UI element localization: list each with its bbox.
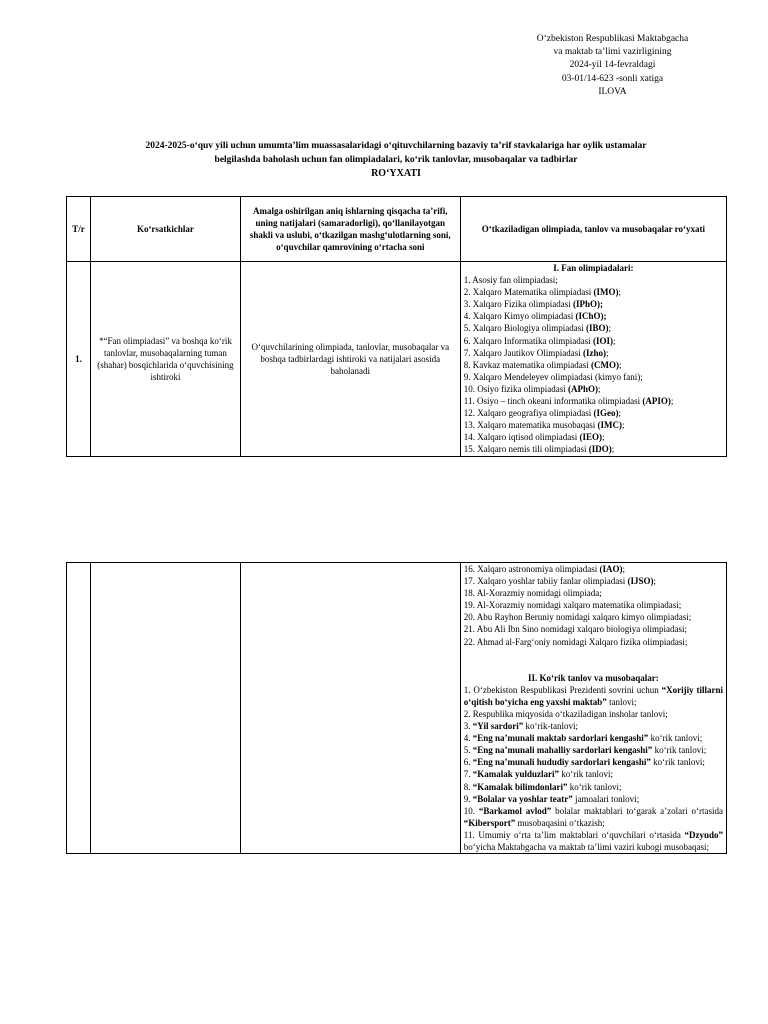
list-item (464, 286, 723, 298)
item-text: ; (670, 396, 674, 407)
item-text: 17. Xalqaro yoshlar tabiiy fanlar olimpiadasi (463, 576, 628, 587)
header-olympiad-list: O‘tkaziladigan olimpiada, tanlov va musobaqalar ro‘yxati (460, 197, 726, 262)
item-text: ; (613, 335, 616, 346)
item-text: 5. Xalqaro Biologiya olimpiadasi (463, 323, 587, 334)
item-text: 18. Al-Xorazmiy nomidagi olimpiada; (463, 588, 602, 599)
item-bold-text: “Barkamol avlod” (478, 805, 552, 816)
list-item (464, 587, 723, 599)
item-bold-text: (IBO) (586, 323, 609, 334)
header-description: Amalga oshirilgan aniq ishlarning qisqacha ta’rifi, uning natijalari (samaradorligi), qo‘llanilayotgan shakli va uslubi, o‘tkazilgan mashg‘ulotlarning soni, o‘quvchilar qamrovining o‘rtacha soni (240, 197, 460, 262)
list-item (464, 431, 723, 443)
item-bold-text: “Xorijiy tillarni o‘qitish bo‘yicha eng yaxshi maktab” (463, 684, 723, 707)
list-item (464, 395, 723, 407)
header-tr: T/r (67, 197, 91, 262)
list-item (464, 805, 723, 829)
document-title (66, 139, 726, 181)
item-text: ko‘rik-tanlovi; (523, 721, 578, 732)
table-header-row (67, 197, 727, 262)
item-bold-text: (CMO) (591, 359, 619, 370)
item-text: 5. (463, 745, 473, 756)
item-bold-text: (IMO) (593, 287, 619, 298)
list-item (464, 636, 723, 648)
item-text: ; (602, 432, 605, 443)
row-description (240, 563, 460, 854)
item-bold-text: “Eng na’munali hududiy sardorlari kengashi” (472, 757, 651, 768)
item-bold-text: (IMC) (597, 420, 622, 431)
item-text: ; (606, 347, 609, 358)
item-bold-text: (Izho) (583, 347, 607, 358)
list-item (464, 829, 723, 853)
list-item (464, 793, 723, 805)
header-indicators: Ko‘rsatkichlar (91, 197, 241, 262)
olympiad-list (464, 563, 723, 648)
list-item (464, 383, 723, 395)
list-item (464, 359, 723, 371)
item-text: ko‘rik tanlovi; (650, 757, 705, 768)
item-text: 4. Xalqaro Kimyo olimpiadasi (463, 311, 576, 322)
section-spacer (464, 648, 723, 672)
row-number: 1. (67, 262, 91, 457)
item-bold-text: (IPhO); (573, 299, 604, 310)
list-item (464, 623, 723, 635)
item-text: ; (608, 323, 612, 334)
item-text: ; (618, 287, 622, 298)
criteria-table-continued (66, 562, 727, 854)
item-text: 1. Asosiy fan olimpiadasi; (463, 275, 558, 286)
item-text: 4. (463, 733, 473, 744)
list-item (464, 611, 723, 623)
item-text: 7. (463, 769, 473, 780)
list-item (464, 732, 723, 744)
item-text: 8. Kavkaz matematika olimpiadasi (463, 359, 591, 370)
list-item (464, 756, 723, 768)
list-item (464, 274, 723, 286)
item-bold-text: (IChO); (575, 311, 607, 322)
item-text: ko‘rik tanlovi; (648, 733, 703, 744)
list-item (464, 744, 723, 756)
item-text: ko‘rik tanlovi; (652, 745, 707, 756)
item-text: ; (622, 564, 626, 574)
item-bold-text: “Kibersport” (463, 817, 516, 828)
item-text: 9. Xalqaro Mendeleyev olimpiadasi (kimyo fani); (463, 371, 643, 382)
item-text: 9. (463, 793, 473, 804)
title-line: belgilashda baholash uchun fan olimpiadalari, ko‘rik tanlovlar, musobaqalar va tadbirlar (214, 155, 578, 165)
item-text: ; (618, 408, 622, 419)
item-text: 10. Osiyo fizika olimpiadasi (463, 383, 569, 394)
approval-line: ILOVA (598, 86, 627, 97)
section-title: I. Fan olimpiadalari: (553, 263, 634, 273)
item-bold-text: (IOI) (593, 335, 613, 346)
item-text: jamoalari tonlovi; (572, 793, 640, 804)
item-text: 15. Xalqaro nemis tili olimpiadasi (463, 444, 589, 455)
item-text: ; (622, 420, 625, 431)
row-description: O‘quvchilarining olimpiada, tanlovlar, musobaqalar va boshqa tadbirlardagi ishtiroki va natijalari asosida baholanadi (240, 262, 460, 457)
list-item (464, 708, 723, 720)
table-row (67, 563, 727, 854)
list-item (464, 575, 723, 587)
item-bold-text: (IDO) (588, 444, 612, 455)
approval-stamp (520, 33, 705, 99)
item-bold-text: “Dzyudo” (684, 829, 723, 840)
table-row (67, 262, 727, 457)
item-bold-text: (APhO) (568, 383, 599, 394)
list-item (464, 347, 723, 359)
item-text: ; (653, 576, 657, 587)
olympiad-list-cell (460, 262, 726, 457)
item-text: 2. Respublika miqyosida o‘tkaziladigan insholar tanlovi; (463, 708, 668, 719)
list-item (464, 371, 723, 383)
item-bold-text: “Eng na’munali mahalliy sardorlari kengashi” (472, 745, 653, 756)
item-text: bo‘yicha Maktabgacha va maktab ta’limi vaziri kubogi musobaqasi; (463, 841, 709, 852)
item-text: 6. (463, 757, 473, 768)
item-text: 8. (463, 781, 473, 792)
item-bold-text: (APIO) (642, 396, 671, 407)
item-text: ko‘rik tanlovi; (559, 769, 614, 780)
item-text: 12. Xalqaro geografiya olimpiadasi (463, 408, 594, 419)
item-text: 10. (463, 805, 479, 816)
item-bold-text: (IAO) (599, 564, 623, 574)
item-bold-text: (IGeo) (593, 408, 619, 419)
item-text: ko‘rik tanlovi; (567, 781, 622, 792)
item-text: 22. Ahmad al-Farg‘oniy nomidagi Xalqaro fizika olimpiadasi; (463, 636, 688, 647)
item-bold-text: (IEO) (579, 432, 603, 443)
row-number (67, 563, 91, 854)
list-item (464, 781, 723, 793)
item-text: tanlovi; (606, 696, 637, 707)
list-item (464, 563, 723, 575)
list-item (464, 720, 723, 732)
item-text: 3. Xalqaro Fizika olimpiadasi (463, 299, 574, 310)
item-text: 7. Xalqaro Jautikov Olimpiadasi (463, 347, 584, 358)
row-indicator: *“Fan olimpiadasi” va boshqa ko‘rik tanlovlar, musobaqalarning tuman (shahar) bosqichlarida o‘quvchisining ishtiroki (91, 262, 241, 457)
list-item (464, 599, 723, 611)
item-text: 20. Abu Rayhon Beruniy nomidagi xalqaro kimyo olimpiadasi; (463, 612, 692, 623)
item-text: 21. Abu Ali Ibn Sino nomidagi xalqaro biologiya olimpiadasi; (463, 624, 688, 635)
list-item (464, 335, 723, 347)
item-text: 11. Osiyo – tinch okeani informatika olimpiadasi (463, 396, 643, 407)
item-text: ; (611, 444, 615, 455)
item-text: 19. Al-Xorazmiy nomidagi xalqaro matematika olimpiadasi; (463, 600, 682, 611)
item-bold-text: “Eng na’munali maktab sardorlari kengashi” (472, 733, 649, 744)
olympiad-list-cell (460, 563, 726, 854)
list-item (464, 310, 723, 322)
list-item (464, 768, 723, 780)
item-text: bolalar maktablari to‘garak a’zolari o‘rtasida (551, 805, 724, 816)
item-text: 1. O‘zbekiston Respublikasi Prezidenti sovrini uchun (463, 684, 662, 695)
approval-line: O‘zbekiston Respublikasi Maktabgacha (536, 34, 689, 44)
item-bold-text: “Yil sardori” (472, 721, 524, 732)
item-text: ; (598, 383, 601, 394)
contest-list (464, 684, 723, 853)
item-text: musobaqasini o‘tkazish; (515, 817, 605, 828)
item-bold-text: “Kamalak yulduzlari” (472, 769, 560, 780)
olympiad-list (464, 274, 723, 455)
list-item (464, 443, 723, 455)
item-bold-text: “Bolalar va yoshlar teatr” (472, 793, 573, 804)
approval-line: va maktab ta’limi vazirligining (553, 47, 672, 58)
list-item (464, 298, 723, 310)
list-item (464, 407, 723, 419)
item-text: 11. Umumiy o‘rta ta’lim maktablari o‘quvchilari o‘rtasida (463, 829, 685, 840)
item-text: 16. Xalqaro astronomiya olimpiadasi (463, 564, 600, 574)
approval-line: 2024-yil 14-fevraldagi (569, 60, 656, 71)
title-line: 2024-2025-o‘quv yili uchun umumta’lim muassasalaridagi o‘qituvchilarning bazaviy ta’rif stavkalariga har oylik ustamalar (145, 141, 647, 151)
criteria-table (66, 196, 727, 457)
list-item (464, 684, 723, 708)
row-indicator (91, 563, 241, 854)
section-title: II. Ko‘rik tanlov va musobaqalar: (528, 672, 659, 683)
item-text: 3. (463, 721, 473, 732)
item-text: 6. Xalqaro Informatika olimpiadasi (463, 335, 593, 346)
list-item (464, 322, 723, 334)
approval-line: 03-01/14-623 -sonli xatiga (561, 73, 664, 84)
item-text: 13. Xalqaro matematika musobaqasi (463, 420, 598, 431)
item-bold-text: (IJSO) (627, 576, 654, 587)
item-text: 2. Xalqaro Matematika olimpiadasi (463, 287, 594, 298)
list-item (464, 419, 723, 431)
title-line: RO‘YXATI (371, 168, 421, 179)
item-bold-text: “Kamalak bilimdonlari” (472, 781, 568, 792)
item-text: ; (619, 359, 622, 370)
item-text: 14. Xalqaro iqtisod olimpiadasi (463, 432, 580, 443)
